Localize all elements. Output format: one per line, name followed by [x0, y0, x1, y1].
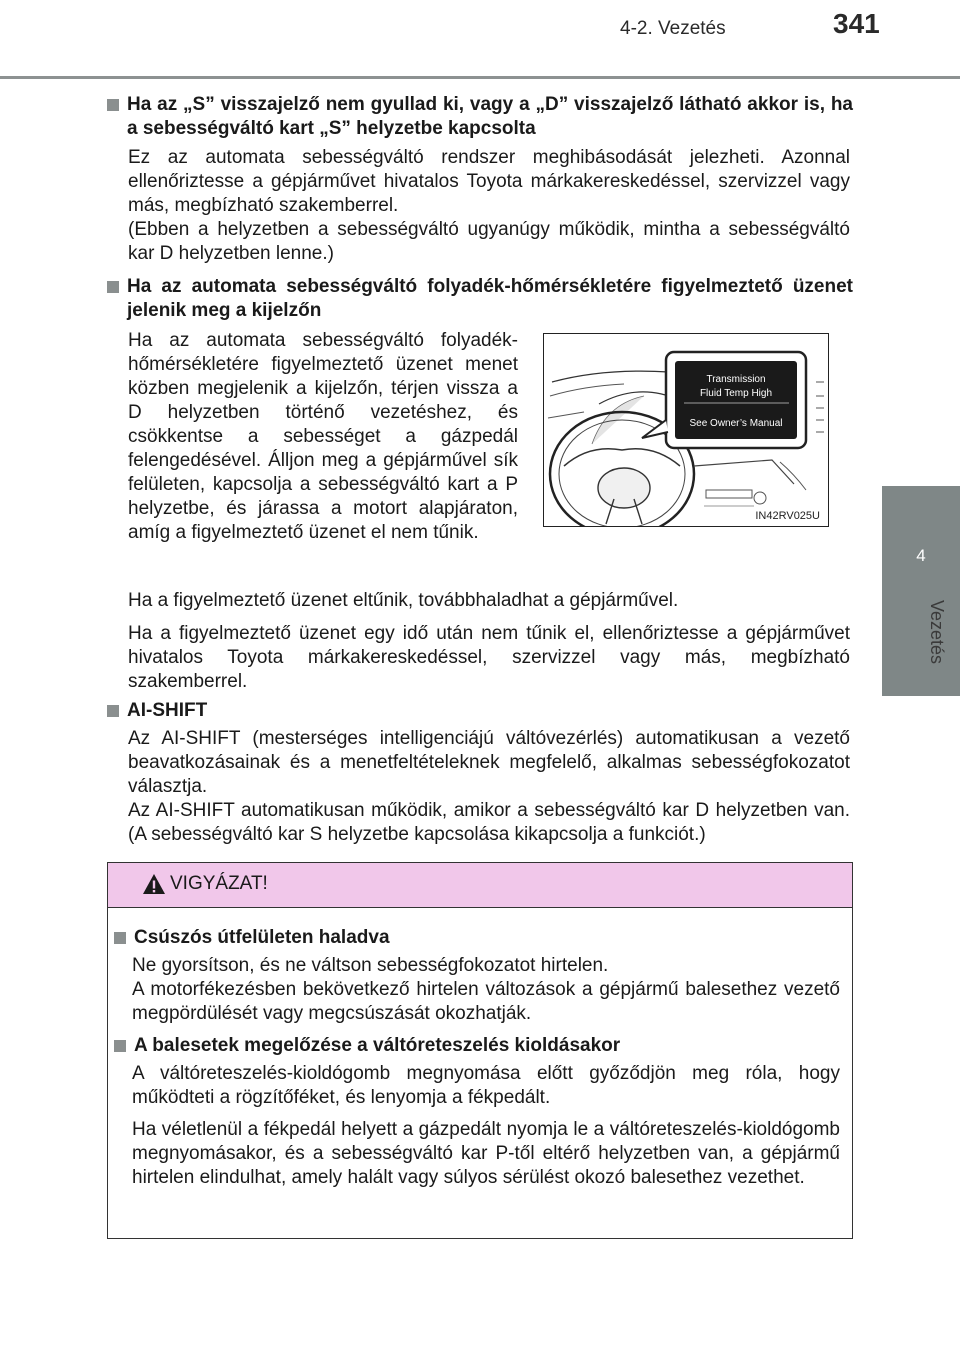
warning-item-heading: A balesetek megelőzése a váltóreteszelés kioldásakor [114, 1034, 844, 1058]
section-body: Az AI-SHIFT (mesterséges intelligenciájú váltóvezérlés) automatikusan a vezető beavatkozásainak és a menetfeltételeknek megfelelő, alkalmas sebességfokozatot választja. [128, 728, 850, 797]
warning-box [107, 862, 853, 1239]
header-rule [0, 76, 960, 79]
section-body-note: (Ebben a helyzetben a sebességváltó ugyanúgy működik, mintha a sebességváltó kar D helyzetben lenne.) [128, 219, 850, 264]
bullet-square-icon [114, 932, 126, 944]
running-header-section: 4-2. Vezetés [620, 18, 726, 39]
section-body: Ha a figyelmeztető üzenet egy idő után nem tűnik el, ellenőriztesse a gépjárművet hivatalos Toyota márkakereskedéssel, szervizzel vagy más, megbízható szakemberrel. [128, 623, 850, 692]
warning-triangle-icon [142, 873, 166, 895]
warning-item-body: A motorfékezésben bekövetkező hirtelen változások a gépjármű balesethez vezető megpördülését vagy megcsúszását okozhatják. [132, 979, 840, 1024]
bullet-square-icon [107, 705, 119, 717]
chapter-number: 4 [916, 546, 926, 565]
section-body: Ez az automata sebességváltó rendszer meghibásodását jelezheti. Azonnal ellenőriztesse a gépjárművet hivatalos Toyota márkakereskedéssel, szervizzel vagy más, megbízható szakemberrel. [128, 147, 850, 216]
bullet-square-icon [107, 281, 119, 293]
section-body: Ha az automata sebességváltó folyadék-hőmérsékletére figyelmeztető üzenet menet közben megjelenik a kijelzőn, térjen vissza a D helyzetben történő vezetéshez, és csökkentse a sebességet a gázpedál felengedésével. Álljon meg a gépjárművel sík felületen, kapcsolja a sebességváltó kart a P helyzetbe, és járassa a motort alapjáraton, amíg a figyelmeztető üzenet el nem tűnik. [128, 330, 518, 543]
display-text-line2: Fluid Temp High [699, 388, 773, 399]
warning-title: VIGYÁZAT! [170, 873, 268, 894]
figure-id-label: IN42RV025U [755, 510, 820, 522]
section-heading-ai-shift: AI-SHIFT [107, 699, 853, 723]
warning-item-body: Ne gyorsítson, és ne váltson sebességfokozatot hirtelen. [132, 955, 609, 976]
section-body: Az AI-SHIFT automatikusan működik, amikor a sebességváltó kar D helyzetben van. (A sebességváltó kar S helyzetbe kapcsolása kikapcsolja a funkciót.) [128, 800, 850, 845]
display-text-line1: Transmission [706, 374, 766, 385]
chapter-label-vertical: Vezetés [927, 600, 947, 665]
dashboard-illustration-svg [544, 334, 828, 526]
section-heading-s-indicator: Ha az „S” visszajelző nem gyullad ki, vagy a „D” visszajelző látható akkor is, ha a sebességváltó kart „S” helyzetbe kapcsolta [107, 93, 853, 141]
warning-item-heading: Csúszós útfelületen haladva [114, 926, 844, 950]
bullet-square-icon [114, 1040, 126, 1052]
warning-item-body: Ha véletlenül a fékpedál helyett a gázpedált nyomja le a váltóreteszelés-kioldógomb megnyomásakor, és a sebességváltó kar P-től eltérő helyzetben van, a gépjármű hirtelen elindulhat, amely halált vagy súlyos sérülést okozó balesethez vezethet. [132, 1119, 840, 1188]
section-heading-fluid-temp: Ha az automata sebességváltó folyadék-hőmérsékletére figyelmeztető üzenet jelenik meg a kijelzőn [107, 275, 853, 323]
section-body: Ha a figyelmeztető üzenet eltűnik, továbbhaladhat a gépjárművel. [128, 590, 679, 611]
warning-item-body: A váltóreteszelés-kioldógomb megnyomása előtt győződjön meg róla, hogy működteti a rögzítőféket, és lenyomja a fékpedált. [132, 1063, 840, 1108]
page-number: 341 [833, 8, 880, 39]
warning-header [108, 863, 852, 908]
display-text-line3: See Owner’s Manual [689, 418, 783, 429]
dashboard-warning-illustration [543, 333, 829, 527]
bullet-square-icon [107, 99, 119, 111]
